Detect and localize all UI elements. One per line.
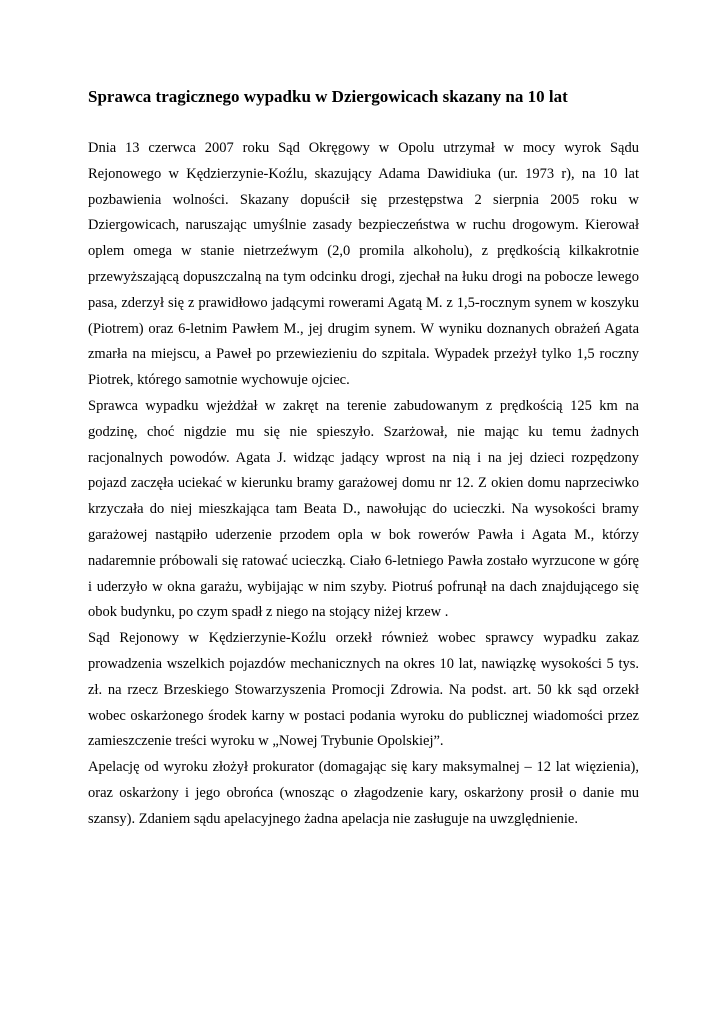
paragraph-additional-penalties: Sąd Rejonowy w Kędzierzynie-Koźlu orzekł również wobec sprawcy wypadku zakaz prowadzenia wszelkich pojazdów mechanicznych na okres 10 lat, nawiązkę wysokości 5 tys. zł. na rzecz Brzeskiego Stowarzyszenia Promocji Zdrowia. Na podst. art. 50 kk sąd orzekł wobec oskarżonego środek karny w postaci podania wyroku do publicznej wiadomości przez zamieszczenie treści wyroku w „Nowej Trybunie Opolskiej”. bbox=[88, 630, 639, 750]
paragraph-accident-details: Sprawca wypadku wjeżdżał w zakręt na terenie zabudowanym z prędkością 125 km na godzinę, choć nigdzie mu się nie spieszyło. Szarżował, nie mając ku temu żadnych racjonalnych powodów. Agata J. widząc jadący wprost na nią i na jej dzieci rozpędzony pojazd zaczęła uciekać w kierunku bramy garażowej domu nr 12. Z okien domu naprzeciwko krzyczała do niej mieszkająca tam Beata D., nawołując do ucieczki. Na wysokości bramy garażowej nastąpiło uderzenie przodem opla w bok rowerów Pawła i Agata M., którzy nadaremnie próbowali się ratować ucieczką. Ciało 6-letniego Pawła zostało wyrzucone w górę i uderzyło w okna garażu, wybijając w nim szyby. Piotruś pofrunął na dach znajdującego się obok budynku, po czym spadł z niego na stojący niżej krzew . bbox=[88, 397, 639, 621]
paragraph-verdict: Dnia 13 czerwca 2007 roku Sąd Okręgowy w Opolu utrzymał w mocy wyrok Sądu Rejonowego w Kędzierzynie-Koźlu, skazujący Adama Dawidiuka (ur. 1973 r), na 10 lat pozbawienia wolności. Skazany dopuścił się przestępstwa 2 sierpnia 2005 roku w Dziergowicach, naruszając umyślnie zasady bezpieczeństwa w ruchu drogowym. Kierował oplem omega w stanie nietrzeźwym (2,0 promila alkoholu), z prędkością kilkakrotnie przewyższającą dopuszczalną na tym odcinku drogi, zjechał na łuku drogi na pobocze lewego pasa, zderzył się z prawidłowo jadącymi rowerami Agatą M. z 1,5-rocznym synem w koszyku (Piotrem) oraz 6-letnim Pawłem M., jej drugim synem. W wyniku doznanych obrażeń Agata zmarła na miejscu, a Paweł po przewiezieniu do szpitala. Wypadek przeżył tylko 1,5 roczny Piotrek, którego samotnie wychowuje ojciec. bbox=[88, 140, 639, 389]
paragraph-appeal: Apelację od wyroku złożył prokurator (domagając się kary maksymalnej – 12 lat więzienia), oraz oskarżony i jego obrońca (wnosząc o złagodzenie kary, oskarżony prosił o danie mu szansy). Zdaniem sądu apelacyjnego żadna apelacja nie zasługuje na uwzględnienie. bbox=[88, 759, 639, 827]
article-title: Sprawca tragicznego wypadku w Dziergowicach skazany na 10 lat bbox=[88, 87, 568, 106]
article-body bbox=[88, 136, 639, 833]
